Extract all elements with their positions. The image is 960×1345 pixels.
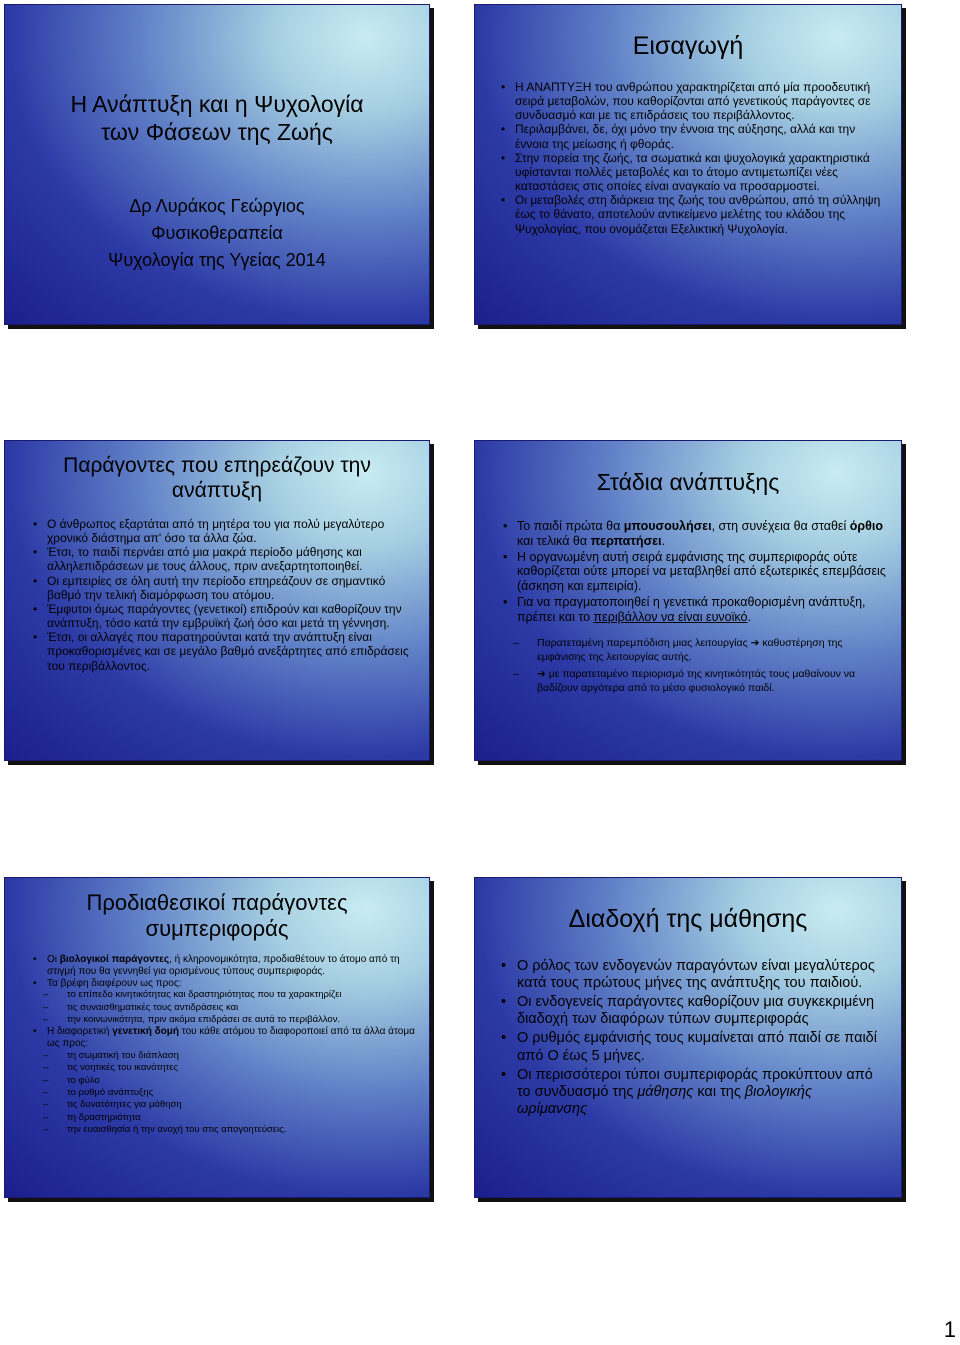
sub-item: – την κοινωνικότητα, πριν ακόμα επιδράσει σε αυτά το περιβάλλον. [33, 1014, 417, 1026]
department: Φυσικοθεραπεία [151, 223, 283, 243]
course-name: Ψυχολογία της Υγείας 2014 [108, 250, 326, 270]
heading-line-1: Προδιαθεσικοί παράγοντες [86, 890, 348, 915]
sub-item: – την ευαισθησία ή την ανοχή του στις απογοητεύσεις. [33, 1124, 417, 1136]
slide-title [4, 4, 430, 325]
bullet-item: • Τα βρέφη διαφέρουν ως προς: [33, 978, 417, 990]
heading-line-2: ανάπτυξη [171, 479, 263, 503]
bullet-item: • Οι μεταβολές στη διάρκεια της ζωής του ανθρώπου, από τη σύλληψη έως το θάνατο, αποτελούν αντικείμενο μελέτης του κλάδου της Ψυχολογίας, που ονομάζεται Εξελικτική Ψυχολογία. [501, 193, 887, 235]
biological-maturation-term: βιολογικής ωρίμανσης [517, 1083, 813, 1117]
sub-item: – ➔ με παρατεταμένο περιορισμό της κινητικότητάς τους μαθαίνουν να βαδίζουν αργότερα από το μέσο φυσιολογικό παιδί. [503, 668, 887, 695]
walk-term: περπατήσει [590, 533, 662, 548]
heading-line-2: συμπεριφοράς [145, 916, 289, 942]
slide-heading: Στάδια ανάπτυξης [596, 469, 780, 495]
genetic-structure-term: γενετική δομή [112, 1026, 179, 1038]
slide-heading: Εισαγωγή [632, 32, 744, 60]
biological-factors-term: βιολογικοί παράγοντες [59, 954, 170, 965]
page-number: 1 [943, 1317, 956, 1342]
slide-development-stages [474, 440, 902, 761]
title-line-1: Η Ανάπτυξη και η Ψυχολογία [70, 91, 364, 117]
bullet-item: • Στην πορεία της ζωής, τα σωματικά και ψυχολογικά χαρακτηριστικά υφίστανται πολλές μεταβολές και το άτομο αντιμετωπίζει νέες καταστάσεις στις οποίες είναι αναγκαίο να προσαρμοστεί. [501, 151, 887, 193]
heading-line-1: Παράγοντες που επηρεάζουν την [63, 454, 371, 477]
slide-learning-sequence [474, 877, 902, 1198]
bullet-item: • Ο ρυθμός εμφάνισής τους κυμαίνεται από παιδί σε παιδί από Ο έως 5 μήνες. [501, 1030, 885, 1064]
sub-item: – τις δυνατότητες για μάθηση [33, 1099, 417, 1111]
upright-term: όρθιο [849, 519, 883, 533]
slide-development-factors [4, 440, 430, 761]
bullet-item: • Ο άνθρωπος εξαρτάται από τη μητέρα του για πολύ μεγαλύτερο χρονικό διάστημα απ' όσο τα άλλα ζώα. [33, 517, 415, 545]
arrow-icon: ➔ [537, 668, 546, 681]
sub-item: – τη σωματική του διάπλαση [33, 1050, 417, 1062]
sub-item: – Παρατεταμένη παρεμπόδιση μιας λειτουργίας ➔ καθυστέρηση της εμφάνισης της λειτουργίας αυτής. [503, 637, 887, 664]
slide-predisposing-factors [4, 877, 430, 1198]
slide-heading [5, 890, 429, 943]
sub-item: – τις νοητικές του ικανότητες [33, 1062, 417, 1074]
slide-heading: Διαδοχή της μάθησης [568, 905, 808, 933]
sub-item: – τις συναισθηματικές τους αντιδράσεις και [33, 1002, 417, 1014]
bullet-item: • Έτσι, το παιδί περνάει από μια μακρά περίοδο μάθησης και αλληλεπιδράσεων με τους άλλους, πριν ανεξαρτητοποιηθεί. [33, 545, 415, 573]
sub-item: – το επίπεδο κινητικότητας και δραστηριότητας που τα χαρακτηρίζει [33, 989, 417, 1001]
bullet-item: • Οι βιολογικοί παράγοντες, ή κληρονομικότητα, προδιαθέτουν το άτομο από τη στιγμή που θα γεννηθεί για ορισμένους τύπους συμπεριφοράς. [33, 954, 417, 978]
sub-item: – το φύλο [33, 1075, 417, 1087]
bullet-item: • Ο ρόλος των ενδογενών παραγόντων είναι μεγαλύτερος κατά τους πρώτους μήνες της ανάπτυξης του παιδιού. [501, 958, 885, 992]
bullet-item: • Η οργανωμένη αυτή σειρά εμφάνισης της συμπεριφοράς ούτε καθορίζεται ούτε μπορεί να μεταβληθεί από εξωτερικές επεμβάσεις (άσκηση και εμπειρία). [503, 550, 887, 594]
bullet-item: • Οι ενδογενείς παράγοντες καθορίζουν μια συγκεκριμένη διαδοχή των διαφόρων τύπων συμπεριφοράς [501, 994, 885, 1028]
bullet-item: • Η ΑΝΑΠΤΥΞΗ του ανθρώπου χαρακτηρίζεται από μία προοδευτική σειρά μεταβολών, που καθορίζονται από γενετικούς παράγοντες σε συνδυασμό και με τις επιδράσεις του περιβάλλοντος. [501, 80, 887, 122]
favorable-environment-text: περιβάλλον να είναι ευνοϊκό [593, 609, 748, 624]
sub-item: – το ρυθμό ανάπτυξης [33, 1087, 417, 1099]
slide-introduction [474, 4, 902, 325]
bullet-item: • Οι περισσότεροι τύποι συμπεριφοράς προκύπτουν από το συνδυασμό της μάθησης και της βιολογικής ωρίμανσης [501, 1067, 885, 1118]
crawl-term: μπουσουλήσει [623, 519, 712, 533]
bullet-item: • Για να πραγματοποιηθεί η γενετικά προκαθορισμένη ανάπτυξη, πρέπει και το περιβάλλον να είναι ευνοϊκό. [503, 595, 887, 625]
bullet-item: • Το παιδί πρώτα θα μπουσουλήσει, στη συνέχεια θα σταθεί όρθιο και τελικά θα περπατήσει. [503, 519, 887, 549]
arrow-icon: ➔ [750, 637, 760, 649]
learning-term: μάθησης [637, 1083, 694, 1100]
bullet-item: • Οι εμπειρίες σε όλη αυτή την περίοδο επηρεάζουν σε σημαντικό βαθμό την τελική διαμόρφωση του ατόμου. [33, 574, 415, 602]
bullet-item: • Έτσι, οι αλλαγές που παρατηρούνται κατά την ανάπτυξη είναι προκαθορισμένες και σε μεγάλο βαθμό ανεξάρτητες από επιδράσεις του περιβάλλοντος. [33, 630, 415, 672]
bullet-item: • Έμφυτοι όμως παράγοντες (γενετικοί) επιδρούν και καθορίζουν την ανάπτυξη, τόσο κατά την εμβρυϊκή ζωή όσο και μετά τη γέννηση. [33, 602, 415, 630]
slide-heading [5, 453, 429, 503]
bullet-item: • Η διαφορετική γενετική δομή του κάθε ατόμου το διαφοροποιεί από τα άλλα άτομα ως προς: [33, 1026, 417, 1050]
title-line-2: των Φάσεων της Ζωής [101, 118, 333, 145]
sub-item: – τη δραστηριότητα [33, 1112, 417, 1124]
author-name: Δρ Λυράκος Γεώργιος [129, 196, 305, 216]
bullet-item: • Περιλαμβάνει, δε, όχι μόνο την έννοια της αύξησης, αλλά και την έννοια της μείωσης ή φθοράς. [501, 122, 887, 150]
slide-title-heading [5, 91, 429, 146]
